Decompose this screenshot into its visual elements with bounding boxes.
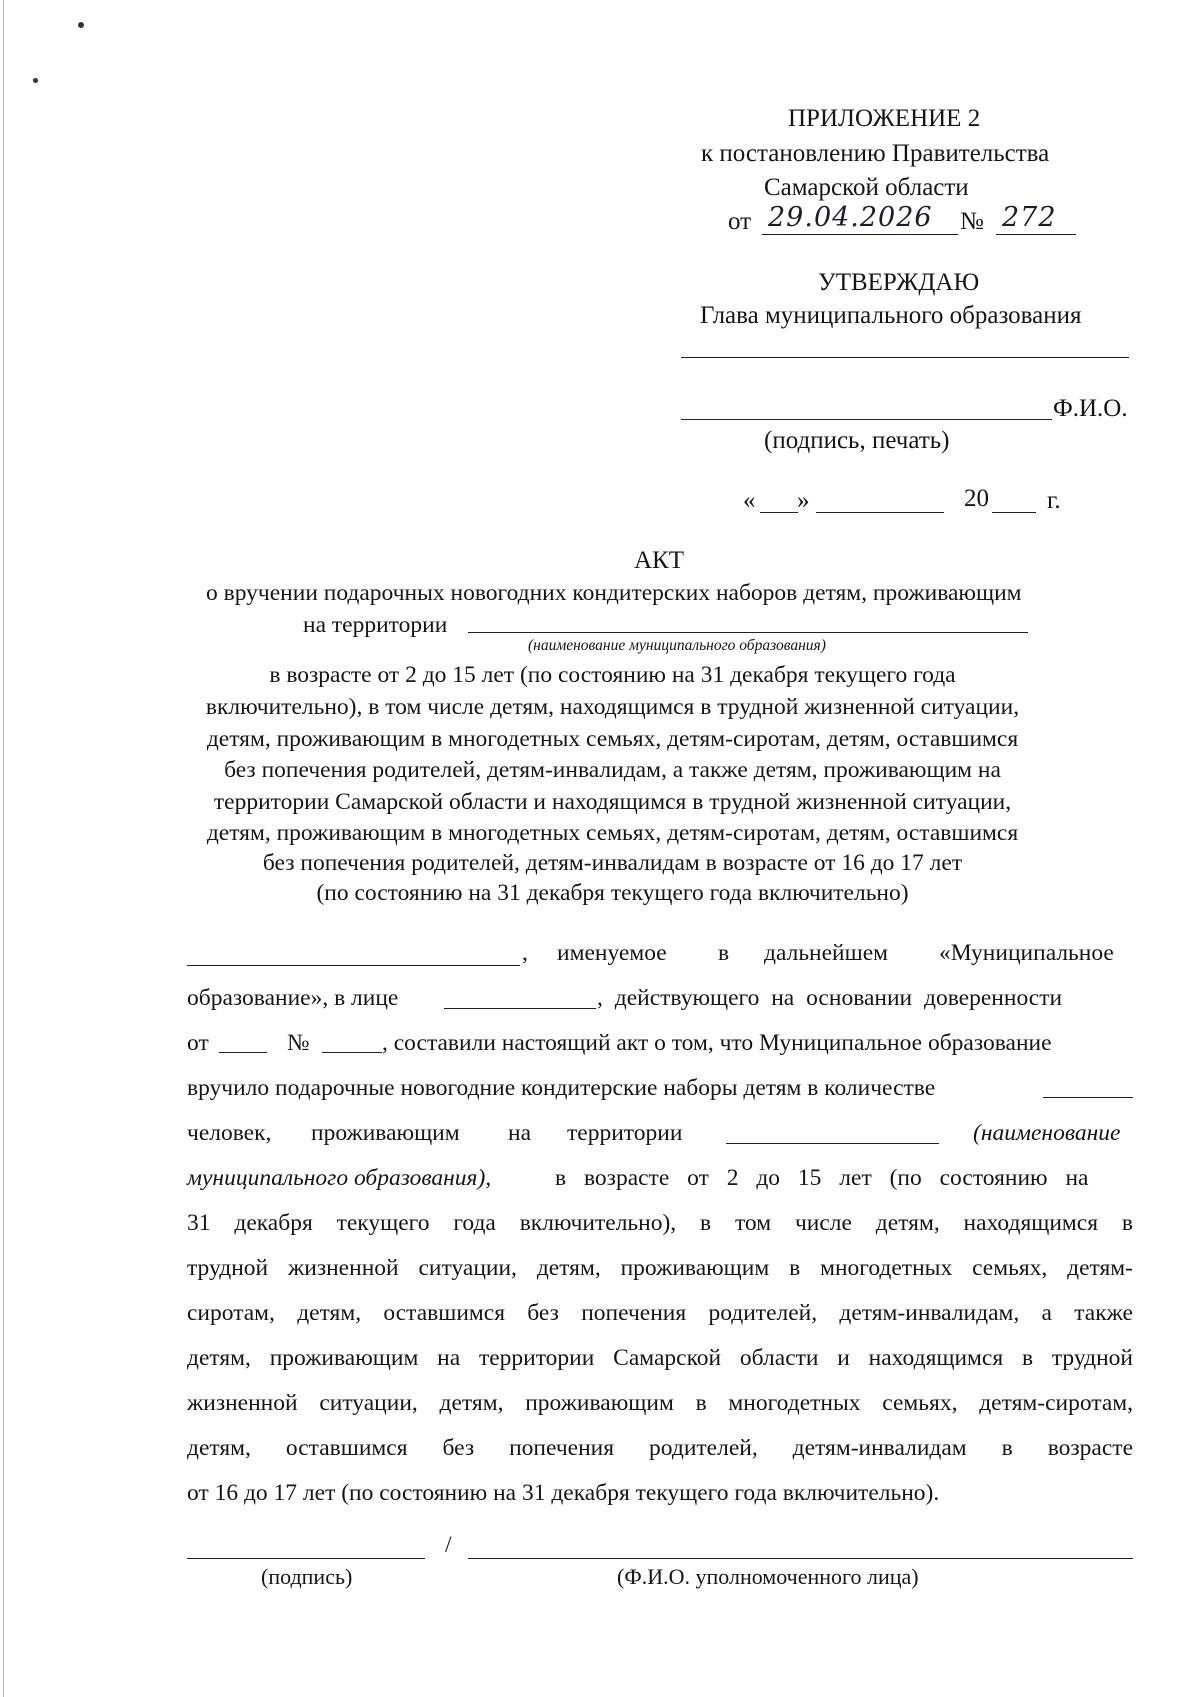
body-word: «Муниципальное xyxy=(939,940,1114,966)
date-prefix: от xyxy=(728,208,752,235)
body-word: территории xyxy=(567,1120,683,1146)
approve-position: Глава муниципального образования xyxy=(700,302,1082,329)
body-word: именуемое xyxy=(557,940,667,966)
power-of-attorney-date-line xyxy=(219,1052,267,1053)
body-comma: , xyxy=(522,940,528,966)
appendix-line-3: Самарской области xyxy=(764,174,969,201)
body-line-4: вручило подарочные новогодние кондитерские наборы детям в количестве xyxy=(187,1075,936,1101)
body-italic-phrase: муниципального образования), xyxy=(187,1165,492,1191)
body-line-2a: образование», в лице xyxy=(187,985,399,1011)
body-line-2b: , действующего на основании доверенности xyxy=(597,985,1063,1011)
act-subtitle-line-2: в возрасте от 2 до 15 лет (по состоянию на 31 декабря текущего года xyxy=(269,662,956,688)
body-line-11: жизненной ситуации, детям, проживающим в многодетных семьях, детям-сиротам, xyxy=(187,1390,1133,1416)
territory-inline-line xyxy=(726,1143,939,1144)
territory-name-line xyxy=(468,632,1028,633)
approve-title: УТВЕРЖДАЮ xyxy=(818,269,980,296)
act-subtitle-line-7: детям, проживающим в многодетных семьях, детям-сиротам, детям, оставшимся xyxy=(206,820,1019,846)
body-word: на xyxy=(508,1120,532,1146)
power-of-attorney-number-line xyxy=(322,1052,382,1053)
act-subtitle-line-4: детям, проживающим в многодетных семьях, детям-сиротам, детям, оставшимся xyxy=(206,726,1019,752)
body-line-10: детям, проживающим на территории Самарской области и находящимся в трудной xyxy=(187,1345,1133,1371)
body-line-12: детям, оставшимся без попечения родителей, детям-инвалидам в возрасте xyxy=(187,1435,1133,1461)
approve-year-suffix: г. xyxy=(1047,487,1061,514)
approve-year-prefix: 20 xyxy=(964,485,989,512)
body-word: проживающим xyxy=(311,1120,460,1146)
authorized-person-line xyxy=(468,1558,1133,1559)
scan-speck xyxy=(78,22,84,28)
body-italic-word: (наименование xyxy=(973,1120,1121,1146)
signature-line xyxy=(187,1558,425,1559)
body-word: дальнейшем xyxy=(764,940,889,966)
approve-day-line xyxy=(760,512,798,513)
approve-date-close-quote: » xyxy=(797,487,810,514)
act-subtitle-line-9: (по состоянию на 31 декабря текущего года включительно) xyxy=(316,880,909,906)
signature-caption: (подпись) xyxy=(261,1564,353,1589)
authorized-person-caption: (Ф.И.О. уполномоченного лица) xyxy=(617,1564,919,1589)
body-word: в xyxy=(718,940,730,966)
act-subtitle-line-1: о вручении подарочных новогодних кондитерских наборов детям, проживающим xyxy=(206,580,1022,606)
body-line-3a: от xyxy=(187,1030,209,1056)
approve-signature-line xyxy=(681,419,1052,420)
children-count-line xyxy=(1043,1097,1133,1098)
signature-slash: / xyxy=(445,1532,452,1558)
body-line-9: сиротам, детям, оставшимся без попечения родителей, детям-инвалидам, а также xyxy=(187,1300,1133,1326)
number-underline xyxy=(996,234,1076,235)
approve-year-line xyxy=(992,512,1036,513)
body-line-7: 31 декабря текущего года включительно), в том числе детям, находящимся в xyxy=(187,1210,1133,1236)
scan-edge-line xyxy=(3,0,4,1697)
territory-caption: (наименование муниципального образования) xyxy=(528,637,826,654)
body-line-8: трудной жизненной ситуации, детям, проживающим в многодетных семьях, детям- xyxy=(187,1255,1133,1281)
act-subtitle-line-5: без попечения родителей, детям-инвалидам, а также детям, проживающим на xyxy=(224,757,1001,783)
act-subtitle-line-3: включительно), в том числе детям, находящимся в трудной жизненной ситуации, xyxy=(205,694,1020,720)
body-last-line: от 16 до 17 лет (по состоянию на 31 декабря текущего года включительно). xyxy=(187,1480,940,1506)
handwritten-number: 272 xyxy=(1002,202,1057,233)
body-line-6-rest: в возрасте от 2 до 15 лет (по состоянию на xyxy=(555,1165,1089,1191)
body-line-3c: , составили настоящий акт о том, что Муниципальное образование xyxy=(382,1030,1052,1056)
appendix-line-2: к постановлению Правительства xyxy=(701,140,1050,167)
approve-month-line xyxy=(816,512,944,513)
act-title: АКТ xyxy=(634,547,684,574)
scan-speck xyxy=(33,78,38,83)
representative-line xyxy=(444,1008,596,1009)
signature-stamp-caption: (подпись, печать) xyxy=(764,427,950,454)
number-prefix: № xyxy=(960,208,984,235)
approve-date-open-quote: « xyxy=(743,487,756,514)
approve-name-line xyxy=(681,357,1129,358)
act-subtitle-line-8: без попечения родителей, детям-инвалидам в возрасте от 16 до 17 лет xyxy=(262,850,963,876)
appendix-title: ПРИЛОЖЕНИЕ 2 xyxy=(788,105,981,132)
act-subtitle-line-6: территории Самарской области и находящимся в трудной жизненной ситуации, xyxy=(213,789,1012,815)
territory-prefix: на территории xyxy=(303,612,448,638)
municipality-name-line xyxy=(187,965,520,966)
date-underline xyxy=(762,234,958,235)
body-line-3b: № xyxy=(287,1030,310,1056)
fio-label: Ф.И.О. xyxy=(1053,395,1128,422)
handwritten-date: 29.04.2026 xyxy=(768,202,933,233)
body-word: человек, xyxy=(187,1120,272,1146)
